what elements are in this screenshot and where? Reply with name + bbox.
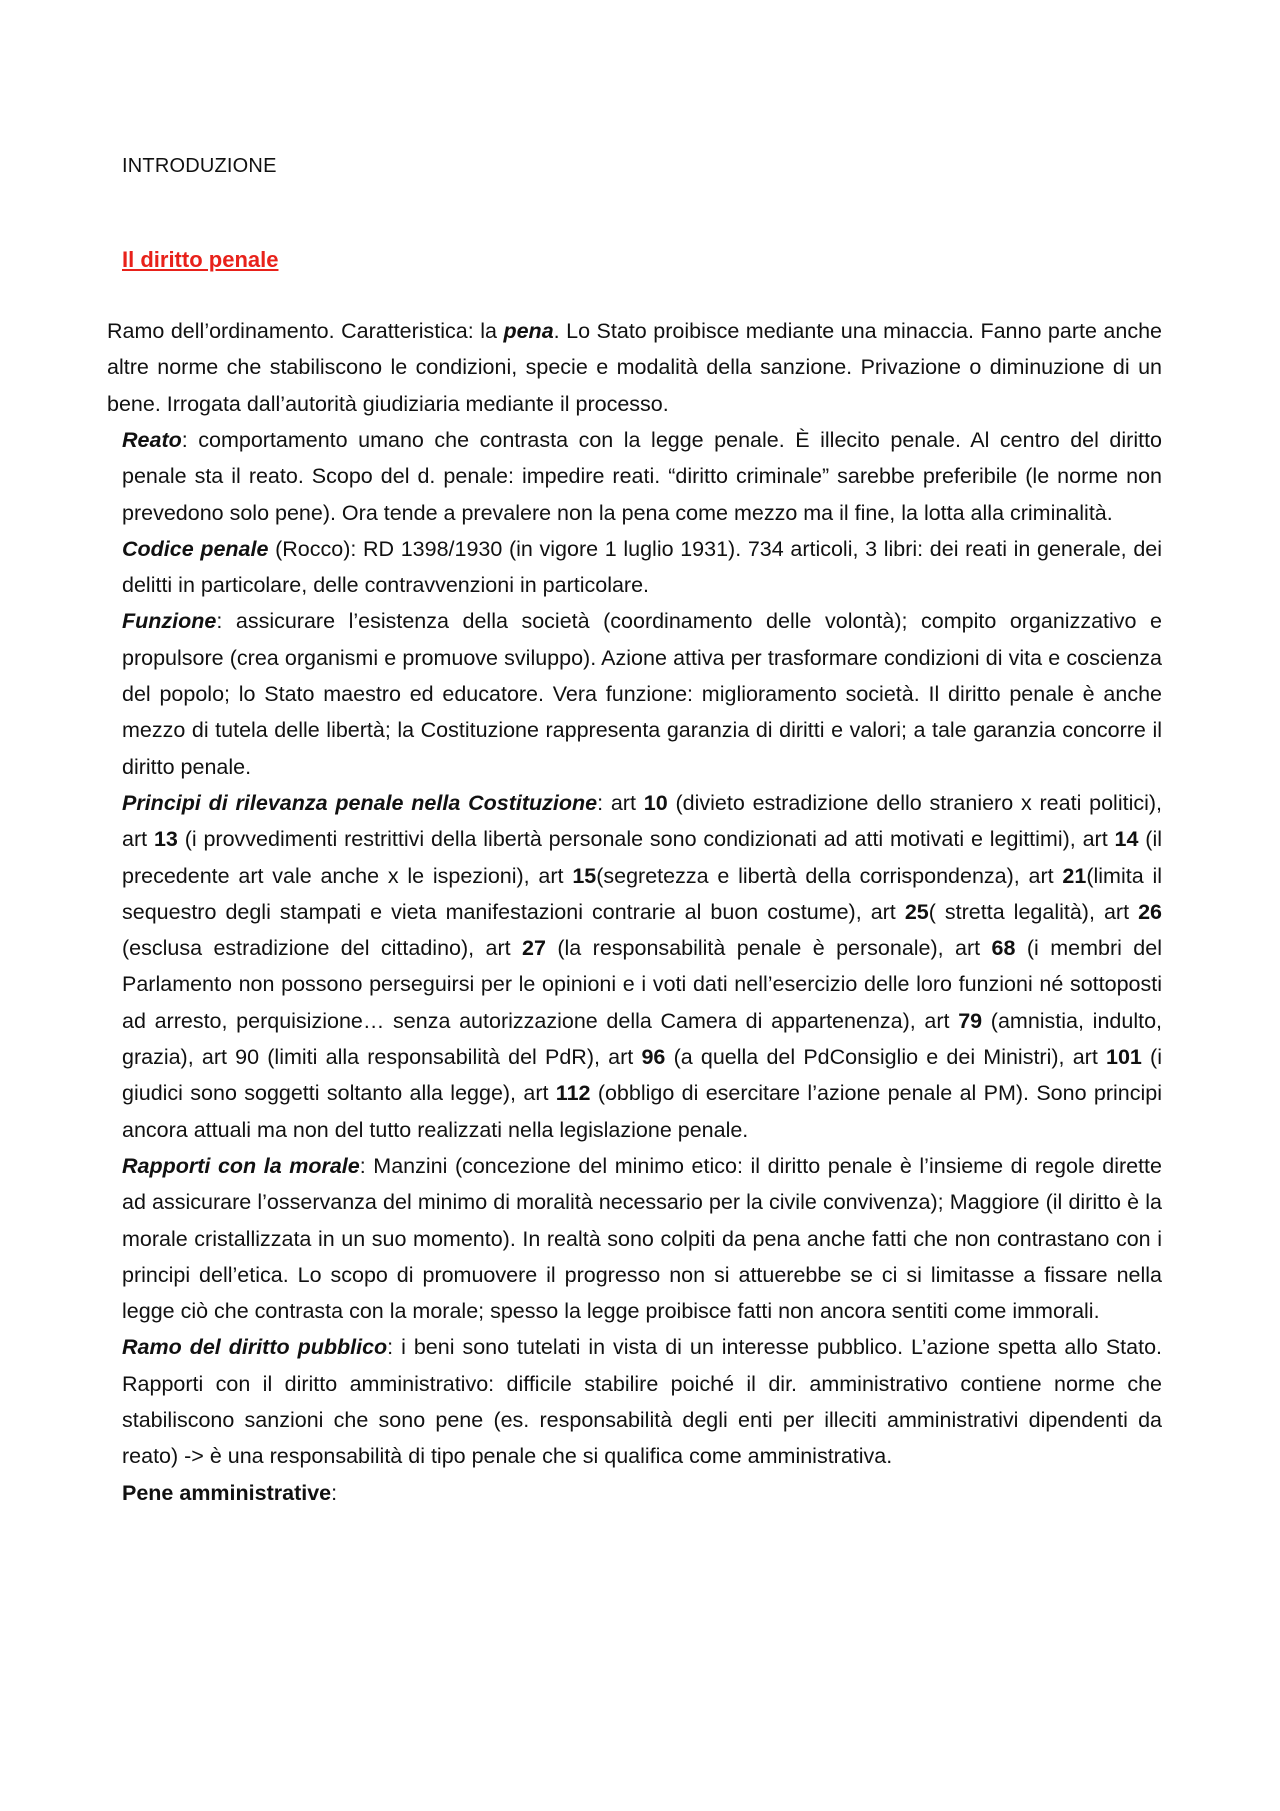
article-number: 96 <box>641 1045 666 1070</box>
intro-text-2: . Lo Stato proibisce mediante una minaccia. Fanno parte anche altre norme che stabiliscono le condizioni, specie e modalità della sanzione. Privazione o diminuzione di un bene. Irrogata dall’autorità giudiziaria mediante il processo. <box>107 319 1162 416</box>
term-pene-amministrative: Pene amministrative <box>122 1480 332 1505</box>
paragraph-reato <box>122 422 1162 531</box>
document-heading: INTRODUZIONE <box>122 155 277 177</box>
article-number: 10 <box>643 790 668 815</box>
paragraph-funzione <box>122 603 1162 784</box>
principi-text: (esclusa estradizione del cittadino), art <box>122 936 523 961</box>
article-number: 15 <box>572 863 597 888</box>
paragraph-principi <box>122 785 1162 1148</box>
article-number: 26 <box>1138 899 1162 924</box>
principi-text: (divieto estradizione dello straniero x reati politici), art <box>122 790 1163 852</box>
pubblico-text: : i beni sono tutelati in vista di un interesse pubblico. L’azione spetta allo Stato. Rapporti con il diritto amministrativo: difficile stabilire poiché il dir. amministrativo contiene norme che stabiliscono sanzioni che sono pene (es. responsabilità degli enti per illeciti amministrativi dipendenti da reato) -> è una responsabilità di tipo penale che si qualifica come amministrativa. <box>122 1335 1163 1469</box>
paragraph-codice-penale <box>122 531 1162 604</box>
principi-text: (segretezza e libertà della corrispondenza), art <box>596 863 1063 888</box>
indented-section <box>122 422 1162 1511</box>
article-number: 13 <box>153 827 178 852</box>
term-pena: pena <box>503 319 554 343</box>
paragraph-morale <box>122 1148 1162 1329</box>
principi-text: (il precedente art vale anche x le ispezioni), art <box>122 827 1163 888</box>
principi-text: (limita il sequestro degli stampati e vieta manifestazioni contrarie al buon costume), art <box>122 863 1163 924</box>
paragraph-pene-amministrative <box>122 1475 1162 1511</box>
section-title: Il diritto penale <box>122 247 279 272</box>
article-number: 112 <box>555 1081 591 1106</box>
principi-text: (i giudici sono soggetti soltanto alla legge), art <box>122 1045 1162 1106</box>
article-number: 21 <box>1062 863 1087 888</box>
intro-text-1: Ramo dell’ordinamento. Caratteristica: la <box>107 319 504 343</box>
term-morale: Rapporti con la morale <box>122 1153 360 1178</box>
principi-text: (la responsabilità penale è personale), art <box>545 936 992 961</box>
term-funzione: Funzione <box>122 609 217 634</box>
intro-paragraph <box>107 313 1162 422</box>
codice-text: (Rocco): RD 1398/1930 (in vigore 1 luglio 1931). 734 articoli, 3 libri: dei reati in generale, dei delitti in particolare, delle contravvenzioni in particolare. <box>122 536 1163 598</box>
principi-text: (amnistia, indulto, grazia), art 90 (limiti alla responsabilità del PdR), art <box>122 1008 1162 1070</box>
morale-text: : Manzini (concezione del minimo etico: il diritto penale è l’insieme di regole dirette ad assicurare l’osservanza del minimo di moralità necessario per la civile convivenza); Maggiore (il diritto è la morale cristallizzata in un suo momento). In realtà sono colpiti da pena anche fatti che non contrastano con i principi dell’etica. Lo scopo di promuovere il progresso non si attuerebbe se ci si limitasse a fissare nella legge ciò che contrasta con la morale; spesso la legge proibisce fatti non ancora sentiti come immorali. <box>122 1153 1162 1324</box>
principi-text: (a quella del PdConsiglio e dei Ministri), art <box>665 1045 1106 1070</box>
principi-text: (i membri del Parlamento non possono perseguirsi per le opinioni e i voti dati nell’esercizio delle loro funzioni né sottoposti ad arresto, perquisizione… senza autorizzazione della Camera di appartenenza), art <box>122 936 1162 1033</box>
principi-text: (i provvedimenti restrittivi della libertà personale sono condizionati ad atti motivati e legittimi), art <box>177 827 1115 852</box>
term-diritto-pubblico: Ramo del diritto pubblico <box>122 1335 388 1360</box>
article-number: 68 <box>991 936 1016 961</box>
principi-text: ( stretta legalità), art <box>928 899 1139 924</box>
article-number: 79 <box>958 1008 983 1033</box>
article-number: 25 <box>904 899 929 924</box>
reato-text: : comportamento umano che contrasta con la legge penale. È illecito penale. Al centro del diritto penale sta il reato. Scopo del d. penale: impedire reati. “diritto criminale” sarebbe preferibile (le norme non prevedono solo pene). Ora tende a prevalere non la pena come mezzo ma il fine, la lotta alla criminalità. <box>122 428 1162 525</box>
term-codice-penale: Codice penale <box>122 536 269 561</box>
article-number: 14 <box>1114 827 1139 852</box>
article-number: 27 <box>522 936 546 961</box>
paragraph-diritto-pubblico <box>122 1329 1162 1474</box>
pene-amm-text: : <box>331 1480 338 1505</box>
article-number: 101 <box>1105 1045 1142 1070</box>
funzione-text: : assicurare l’esistenza della società (coordinamento delle volontà); compito organizzativo e propulsore (crea organismi e promuove sviluppo). Azione attiva per trasformare condizioni di vita e coscienza del popolo; lo Stato maestro ed educatore. Vera funzione: miglioramento società. Il diritto penale è anche mezzo di tutela delle libertà; la Costituzione rappresenta garanzia di diritti e valori; a tale garanzia concorre il diritto penale. <box>122 609 1162 779</box>
principi-text: : art <box>597 790 644 815</box>
term-principi: Principi di rilevanza penale nella Costituzione <box>122 790 598 815</box>
principi-text: (obbligo di esercitare l’azione penale al PM). Sono principi ancora attuali ma non del tutto realizzati nella legislazione penale. <box>122 1081 1162 1142</box>
term-reato: Reato <box>122 428 182 452</box>
